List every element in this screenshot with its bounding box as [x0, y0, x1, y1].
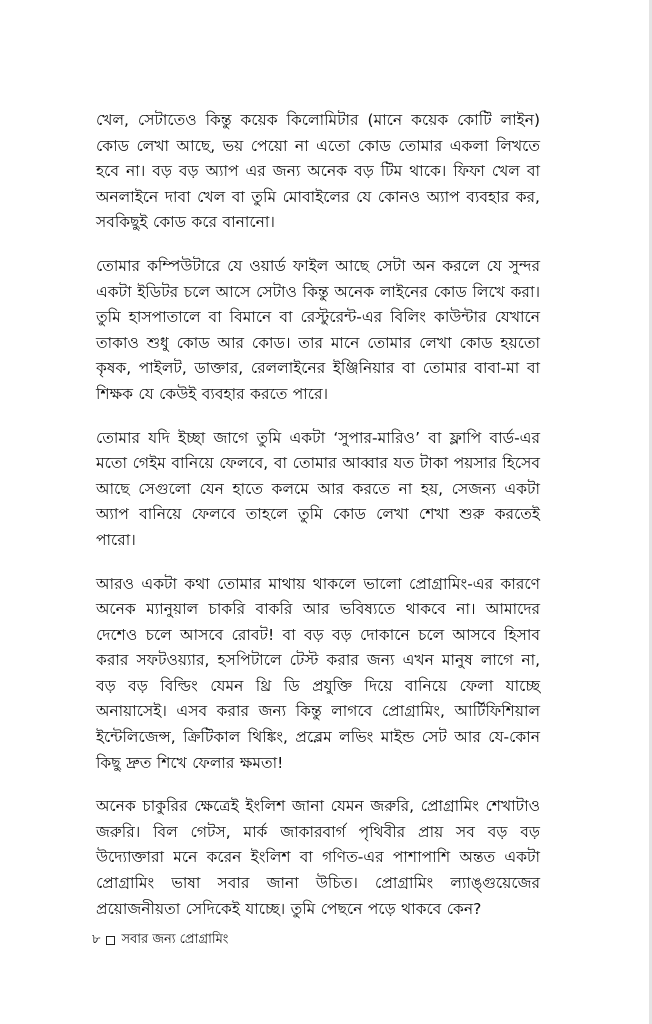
page-number: ৮ — [92, 932, 101, 947]
paragraph-4: আরও একটা কথা তোমার মাথায় থাকলে ভালো প্রোগ্রামিং-এর কারণে অনেক ম্যানুয়াল চাকরি বাকরি আর ভবিষ্যতে থাকবে না। আমাদের দেশেও চলে আসবে রোবট! বা বড় বড় দোকানে চলে আসবে হিসাব করার সফটওয়্যার, হসপিটালে টেস্ট করার জন্য এখন মানুষ লাগে না, বড় বড় বিল্ডিং যেমন থ্রি ডি প্রযুক্তি দিয়ে বানিয়ে ফেলা যাচ্ছে অনায়াসেই। এসব করার জন্য কিন্তু লাগবে প্রোগ্রামিং, আর্টিফিশিয়াল ইন্টেলিজেন্স, ক্রিটিকাল থিঙ্কিং, প্রব্লেম লভিং মাইন্ড সেট আর যে-কোন কিছু দ্রুত শিখে ফেলার ক্ষমতা! — [96, 574, 540, 772]
paragraph-5: অনেক চাকুরির ক্ষেত্রেই ইংলিশ জানা যেমন জরুরি, প্রোগ্রামিং শেখাটাও জরুরি। বিল গেটস, মার্ক জাকারবার্গ পৃথিবীর প্রায় সব বড় বড় উদ্যোক্তারা মনে করেন ইংলিশ বা গণিত-এর পাশাপাশি অন্তত একটা প্রোগ্রামিং ভাষা সবার জানা উচিত। প্রোগ্রামিং ল্যাঙ্গুয়েজের প্রয়োজনীয়তা সেদিকেই যাচ্ছে। তুমি পেছনে পড়ে থাকবে কেন? — [96, 797, 540, 918]
paragraph-2: তোমার কম্পিউটারে যে ওয়ার্ড ফাইল আছে সেটা অন করলে যে সুন্দর একটা ইডিটর চলে আসে সেটাও কিন্তু অনেক লাইনের কোড লিখে করা। তুমি হাসপাতালে বা বিমানে বা রেস্টুরেন্ট-এর বিলিং কাউন্টার যেখানে তাকাও শুধু কোড আর কোড। তার মানে তোমার লেখা কোড হয়তো কৃষক, পাইলট, ডাক্তার, রেললাইনের ইঞ্জিনিয়ার বা তোমার বাবা-মা বা শিক্ষক যে কেউই ব্যবহার করতে পারে। — [96, 256, 540, 403]
page-footer — [92, 931, 228, 949]
paragraph-3: তোমার যদি ইচ্ছা জাগে তুমি একটা ‘সুপার-মারিও’ বা ফ্লাপি বার্ড-এর মতো গেইম বানিয়ে ফেলবে, বা তোমার আব্বার যত টাকা পয়সার হিসেব আছে সেগুলো যেন হাতে কলমে আর করতে না হয়, সেজন্য একটা অ্যাপ বানিয়ে ফেলবে তাহলে তুমি কোড লেখা শেখা শুরু করতেই পারো। — [96, 428, 540, 549]
square-box-icon — [106, 936, 115, 945]
page-body — [96, 108, 540, 940]
book-title: সবার জন্য প্রোগ্রামিং — [121, 932, 229, 947]
paragraph-1: খেল, সেটাতেও কিন্তু কয়েক কিলোমিটার (মানে কয়েক কোটি লাইন) কোড লেখা আছে, ভয় পেয়ো না এতো কোড তোমার একলা লিখতে হবে না। বড় বড় অ্যাপ এর জন্য অনেক বড় টিম থাকে। ফিফা খেল বা অনলাইনে দাবা খেল বা তুমি মোবাইলের যে কোনও অ্যাপ ব্যবহার কর, সবকিছুই কোড করে বানানো। — [96, 111, 540, 232]
